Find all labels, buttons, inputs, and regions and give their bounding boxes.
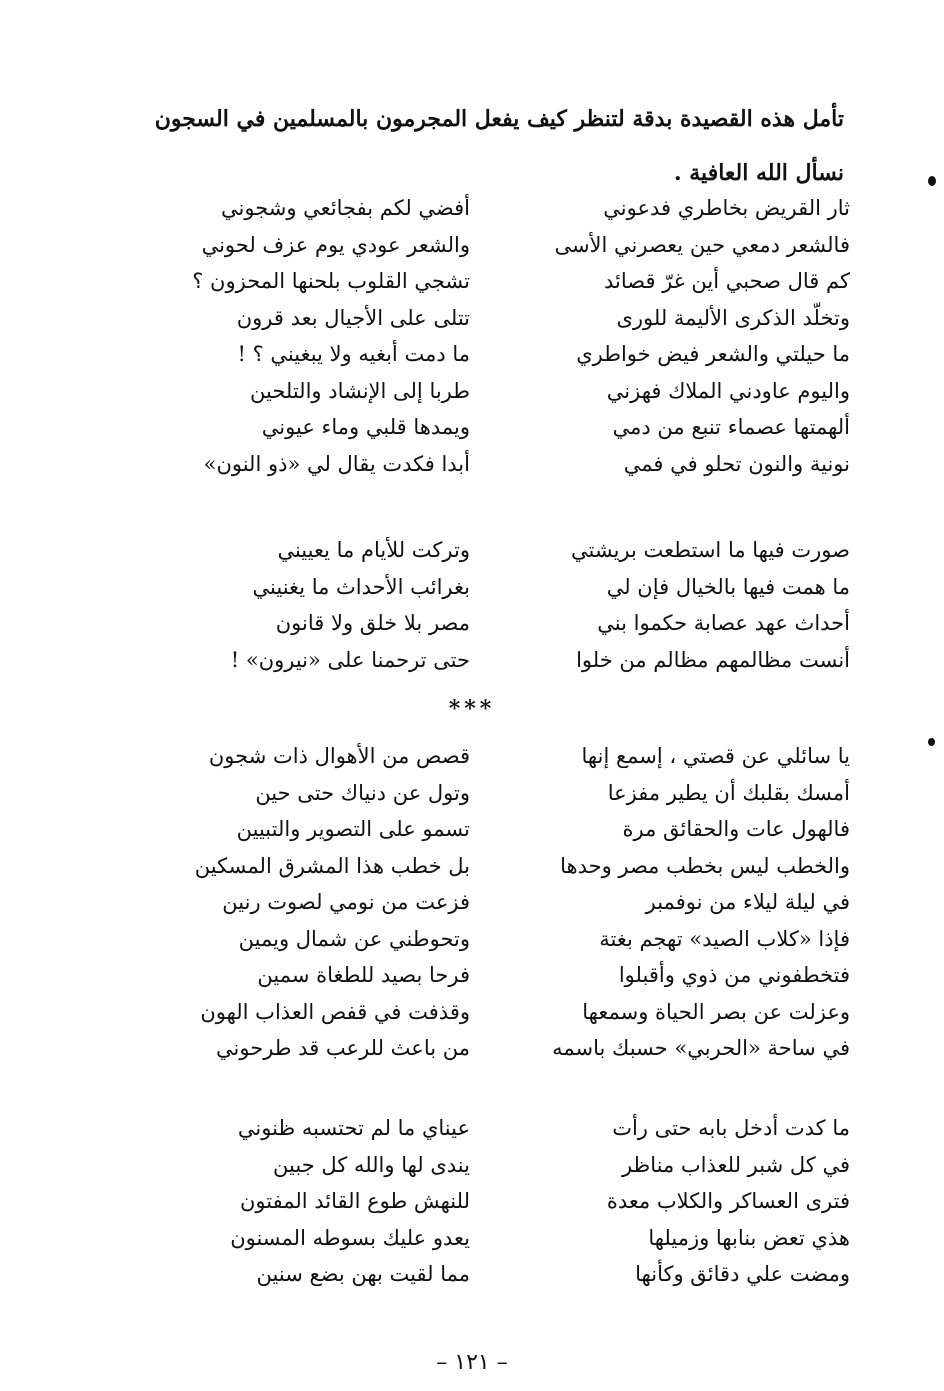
page-number: – ١٢١ –	[436, 1350, 508, 1375]
verse-line	[150, 848, 850, 885]
first-hemistich: فالهول عات والحقائق مرة	[622, 817, 850, 841]
verse-line	[150, 921, 850, 958]
verse-line	[150, 957, 850, 994]
second-hemistich: يعدو عليك بسوطه المسنون	[230, 1225, 470, 1250]
verse-line	[150, 336, 850, 373]
stanza-3	[150, 738, 850, 1067]
first-hemistich: ألهمتها عصماء تنبع من دمي	[612, 415, 850, 439]
second-hemistich: طربا إلى الإنشاد والتلحين	[250, 378, 470, 403]
scan-speck	[928, 738, 935, 746]
first-hemistich: فترى العساكر والكلاب معدة	[606, 1189, 850, 1213]
verse-line	[150, 300, 850, 337]
second-hemistich: من باعث للرعب قد طرحوني	[216, 1036, 470, 1060]
verse-line	[150, 373, 850, 410]
first-hemistich: في كل شبر للعذاب مناظر	[621, 1152, 850, 1177]
second-hemistich: بغرائب الأحداث ما يغنيني	[252, 574, 470, 599]
second-hemistich: أبدا فكدت يقال لي «ذو النون»	[203, 451, 470, 476]
first-hemistich: نونية والنون تحلو في فمي	[623, 451, 850, 476]
verse-line	[150, 775, 850, 812]
verse-line	[150, 227, 850, 264]
first-hemistich: ما حيلتي والشعر فيض خواطري	[576, 342, 850, 366]
verse-line	[150, 1256, 850, 1293]
first-hemistich: فالشعر دمعي حين يعصرني الأسى	[554, 232, 850, 257]
second-hemistich: للنهش طوع القائد المفتون	[240, 1189, 470, 1213]
first-hemistich: فإذا «كلاب الصيد» تهجم بغتة	[599, 926, 850, 951]
first-hemistich: أمسك بقلبك أن يطير مفزعا	[607, 780, 850, 805]
verse-line	[150, 1030, 850, 1067]
second-hemistich: حتى ترحمنا على «نيرون» !	[230, 647, 470, 672]
second-hemistich: تسمو على التصوير والتبيين	[236, 817, 470, 841]
stanza-4	[150, 1110, 850, 1293]
second-hemistich: وقذفت في قفص العذاب الهون	[200, 999, 470, 1024]
second-hemistich: مصر بلا خلق ولا قانون	[275, 611, 470, 635]
first-hemistich: في ساحة «الحربي» حسبك باسمه	[552, 1036, 850, 1060]
first-hemistich: وعزلت عن بصر الحياة وسمعها	[582, 999, 850, 1024]
first-hemistich: وتخلّد الذكرى الأليمة للورى	[616, 305, 850, 330]
first-hemistich: واليوم عاودني الملاك فهزني	[606, 378, 850, 403]
first-hemistich: ما كدت أدخل بابه حتى رأت	[612, 1116, 850, 1140]
second-hemistich: فزعت من نومي لصوت رنين	[222, 890, 470, 914]
first-hemistich: يا سائلي عن قصتي ، إسمع إنها	[581, 744, 850, 768]
intro-line-1: تأمل هذه القصيدة بدقة لتنظر كيف يفعل المجرمون بالمسلمين في السجون	[154, 106, 844, 132]
second-hemistich: ما دمت أبغيه ولا يبغيني ؟ !	[237, 342, 470, 366]
verse-line	[150, 605, 850, 642]
verse-line	[150, 263, 850, 300]
second-hemistich: أفضي لكم بفجائعي وشجوني	[221, 196, 470, 220]
second-hemistich: وتركت للأيام ما يعييني	[277, 538, 470, 562]
verse-line	[150, 1147, 850, 1184]
second-hemistich: ويمدها قلبي وماء عيوني	[261, 415, 470, 439]
first-hemistich: أحداث عهد عصابة حكموا بني	[597, 611, 850, 635]
second-hemistich: فرحا بصيد للطغاة سمين	[257, 963, 470, 987]
second-hemistich: تشجي القلوب بلحنها المحزون ؟	[192, 269, 470, 293]
first-hemistich: ومضت علي دقائق وكأنها	[635, 1262, 850, 1286]
verse-line	[150, 994, 850, 1031]
second-hemistich: مما لقيت بهن بضع سنين	[256, 1262, 470, 1286]
first-hemistich: ثار القريض بخاطري فدعوني	[603, 196, 850, 220]
first-hemistich: والخطب ليس بخطب مصر وحدها	[560, 853, 850, 878]
verse-line	[150, 884, 850, 921]
second-hemistich: والشعر عودي يوم عزف لحوني	[201, 232, 470, 257]
verse-line	[150, 1220, 850, 1257]
stanza-1	[150, 190, 850, 482]
intro-note	[80, 92, 844, 200]
verse-line	[150, 1110, 850, 1147]
verse-line	[150, 569, 850, 606]
verse-line	[150, 642, 850, 679]
verse-line	[150, 532, 850, 569]
first-hemistich: صورت فيها ما استطعت بريشتي	[571, 538, 850, 562]
second-hemistich: عيناي ما لم تحتسبه ظنوني	[237, 1116, 470, 1140]
first-hemistich: في ليلة ليلاء من نوفمبر	[645, 890, 850, 914]
first-hemistich: هذي تعض بنابها وزميلها	[648, 1225, 850, 1250]
section-separator: ***	[448, 696, 496, 722]
intro-line-2: نسأل الله العافية .	[673, 160, 844, 186]
first-hemistich: فتخطفوني من ذوي وأقبلوا	[618, 963, 850, 987]
second-hemistich: تتلى على الأجيال بعد قرون	[236, 305, 470, 330]
scan-speck	[928, 176, 936, 186]
first-hemistich: أنست مظالمهم مظالم من خلوا	[576, 647, 850, 672]
verse-line	[150, 738, 850, 775]
first-hemistich: كم قال صحبي أين غرّ قصائد	[603, 269, 850, 293]
second-hemistich: بل خطب هذا المشرق المسكين	[194, 853, 470, 878]
verse-line	[150, 1183, 850, 1220]
verse-line	[150, 446, 850, 483]
second-hemistich: وتحوطني عن شمال ويمين	[238, 926, 470, 951]
second-hemistich: قصص من الأهوال ذات شجون	[208, 744, 470, 768]
stanza-2	[150, 532, 850, 678]
verse-line	[150, 811, 850, 848]
verse-line	[150, 409, 850, 446]
second-hemistich: يندى لها والله كل جبين	[273, 1152, 470, 1177]
verse-line	[150, 190, 850, 227]
second-hemistich: وتول عن دنياك حتى حين	[255, 780, 470, 805]
first-hemistich: ما همت فيها بالخيال فإن لي	[606, 574, 850, 599]
